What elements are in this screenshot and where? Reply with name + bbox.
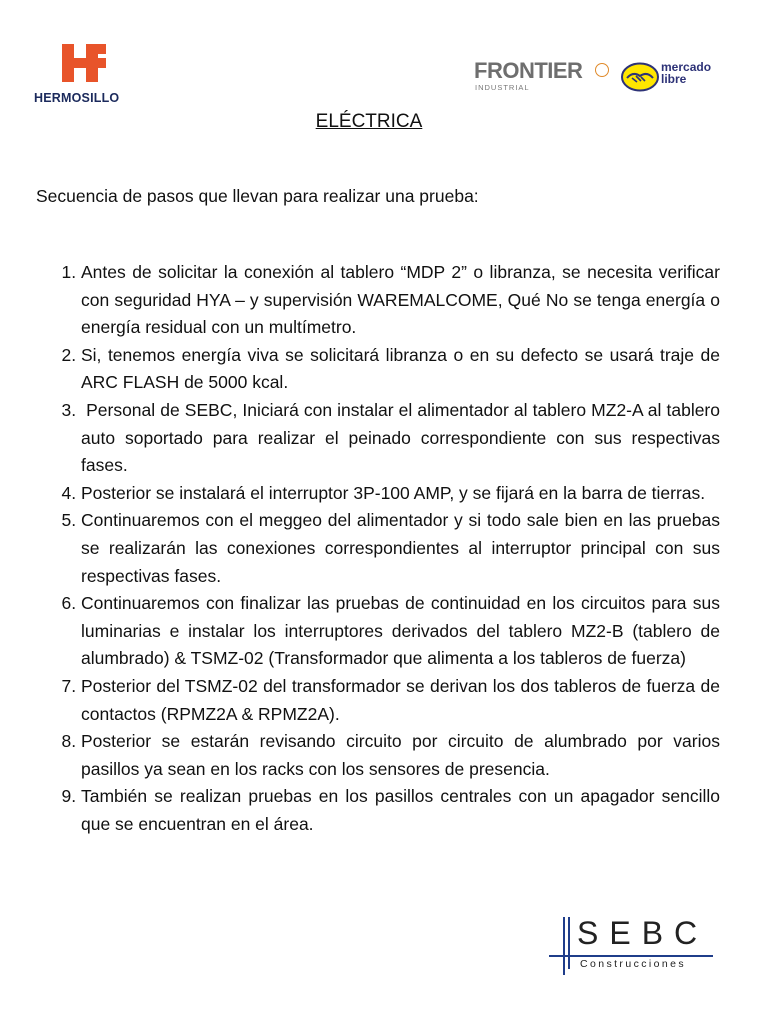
hermosillo-logo-text: HERMOSILLO: [34, 91, 120, 105]
sebc-logo-bar: [563, 917, 565, 975]
frontier-subtitle: INDUSTRIAL: [475, 83, 530, 92]
sebc-logo: [549, 915, 713, 973]
list-item: 7. Posterior del TSMZ-02 del transformador se derivan los dos tableros de fuerza de contactos (RPMZ2A & RPMZ2A).: [81, 673, 720, 728]
list-item: 5. Continuaremos con el meggeo del alimentador y si todo sale bien en las pruebas se realizarán las conexiones correspondientes al interruptor principal con sus respectivas fases.: [81, 507, 720, 590]
hermosillo-h-icon: [60, 42, 108, 84]
list-item: 9. También se realizan pruebas en los pasillos centrales con un apagador sencillo que se encuentran en el área.: [81, 783, 720, 838]
document-title: ELÉCTRICA: [315, 111, 423, 132]
list-item: 6. Continuaremos con finalizar las pruebas de continuidad en los circuitos para sus luminarias e instalar los interruptores derivados del tablero MZ2-B (tablero de alumbrado) & TSMZ-02 (Transformador que alimenta a los tableros de fuerza): [81, 590, 720, 673]
list-item: 2. Si, tenemos energía viva se solicitará libranza o en su defecto se usará traje de ARC FLASH de 5000 kcal.: [81, 342, 720, 397]
intro-text: Secuencia de pasos que llevan para realizar una prueba:: [36, 186, 479, 206]
sebc-logo-line: [549, 955, 713, 957]
sebc-logo-subtitle: Construcciones: [580, 958, 686, 970]
list-item: 1. Antes de solicitar la conexión al tablero “MDP 2” o libranza, se necesita verificar con seguridad HYA – y supervisión WAREMALCOME, Qué No se tenga energía o energía residual con un multímetro.: [81, 259, 720, 342]
sebc-logo-name: SEBC: [577, 915, 709, 951]
frontier-mark-icon: [595, 63, 609, 77]
sebc-logo-bar: [568, 917, 570, 969]
list-item: 8. Posterior se estarán revisando circuito por circuito de alumbrado por varios pasillos ya sean en los racks con los sensores de presencia.: [81, 728, 720, 783]
frontier-logo: FRONTIER: [474, 58, 583, 83]
mercado-libre-logo: mercado libre: [661, 60, 712, 86]
steps-list: [36, 259, 725, 838]
list-item: 3. Personal de SEBC, Iniciará con instalar el alimentador al tablero MZ2-A al tablero auto soportado para realizar el peinado correspondiente con sus respectivas fases.: [81, 397, 720, 480]
hermosillo-logo: [32, 42, 132, 108]
list-item: 4. Posterior se instalará el interruptor 3P-100 AMP, y se fijará en la barra de tierras.: [81, 480, 720, 508]
mercado-libre-handshake-icon: [621, 62, 659, 92]
partner-logos: [474, 58, 724, 98]
